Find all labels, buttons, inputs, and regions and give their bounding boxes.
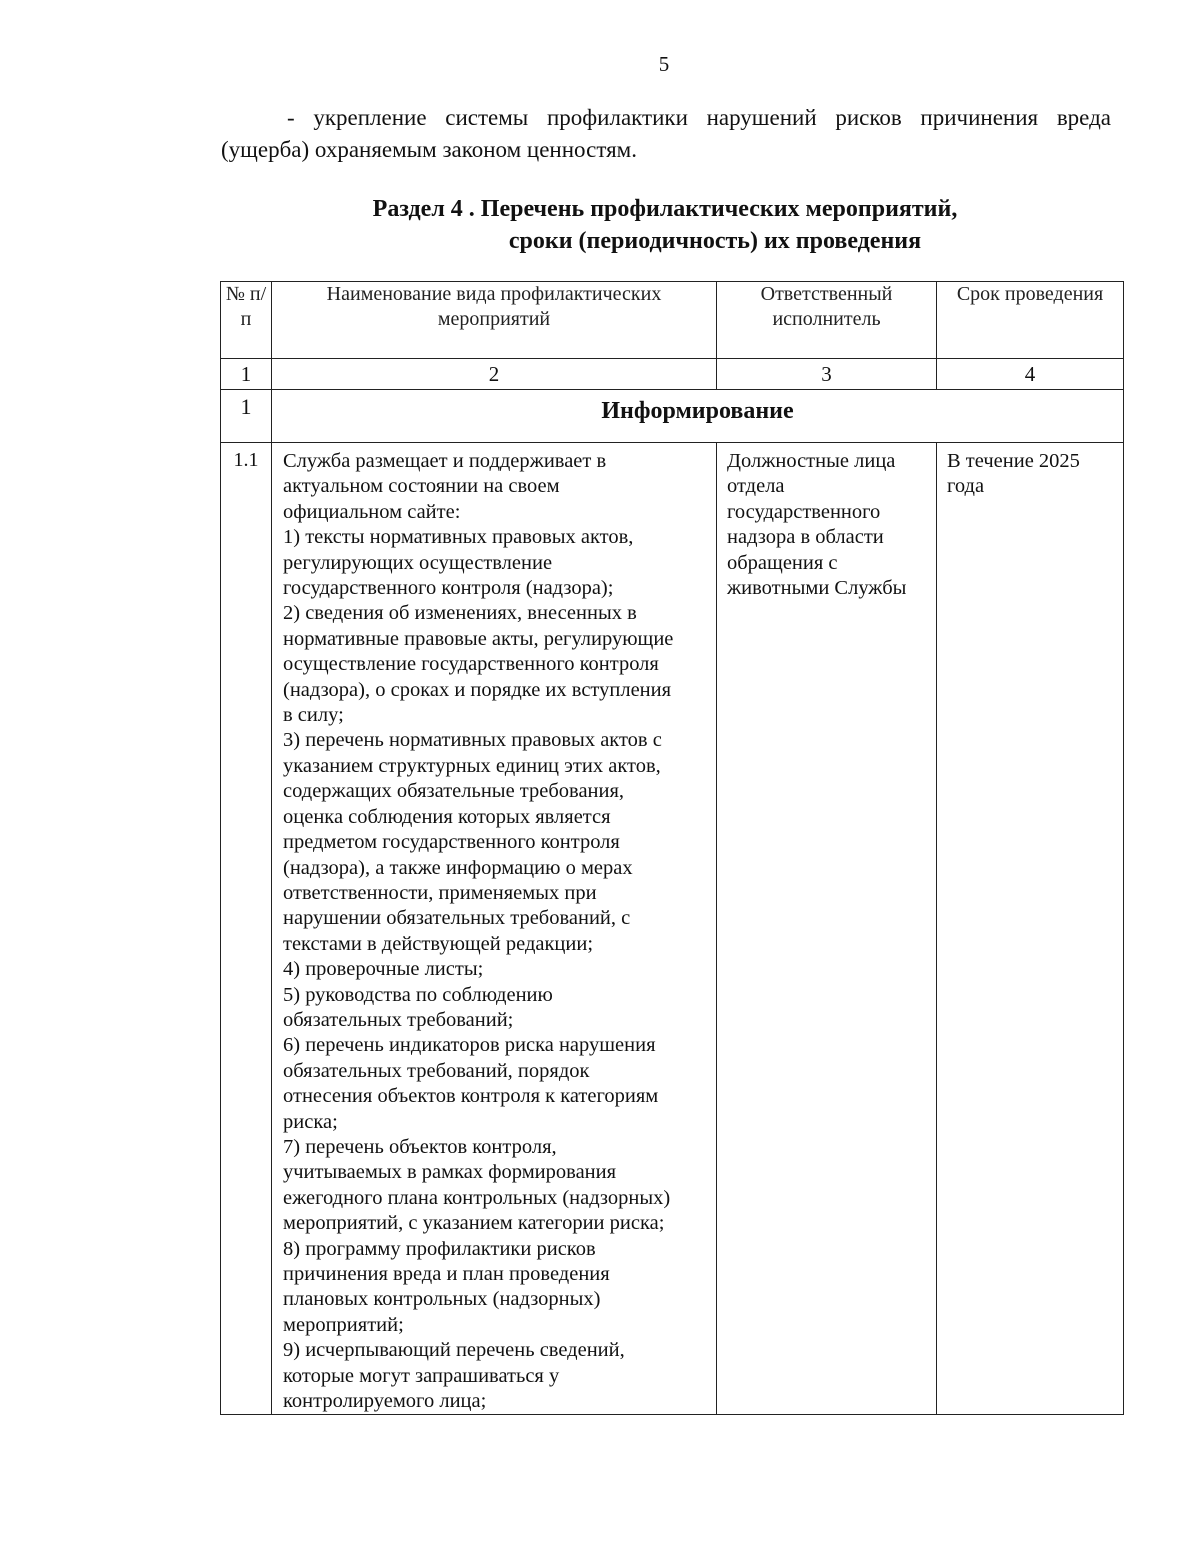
- description-line: содержащих обязательные требования,: [283, 780, 625, 803]
- description-line: риска;: [283, 1110, 338, 1133]
- row-number: 1.1: [221, 443, 272, 1415]
- description-line: нарушении обязательных требований, с: [283, 907, 631, 930]
- intro-text: - укрепление системы профилактики нарушений рисков причинения вреда (ущерба) охраняемым законом ценностям.: [221, 105, 1111, 162]
- header-executor: Ответственный исполнитель: [717, 282, 937, 359]
- description-line: ежегодного плана контрольных (надзорных): [283, 1186, 671, 1209]
- description-line: которые могут запрашиваться у: [283, 1364, 560, 1387]
- description-line: ответственности, применяемых при: [283, 881, 597, 904]
- executor-line: государственного: [727, 500, 881, 523]
- description-line: 3) перечень нормативных правовых актов с: [283, 729, 662, 752]
- row-description: [272, 443, 717, 1415]
- column-number: 1: [221, 359, 272, 390]
- description-line: 2) сведения об изменениях, внесенных в: [283, 602, 637, 625]
- executor-line: обращения с: [727, 551, 838, 574]
- description-line: обязательных требований, порядок: [283, 1059, 590, 1082]
- row-executor: [717, 443, 937, 1415]
- section-title: [300, 193, 1030, 257]
- description-line: 5) руководства по соблюдению: [283, 983, 553, 1006]
- description-line: официальном сайте:: [283, 500, 461, 523]
- description-line: текстами в действующей редакции;: [283, 932, 594, 955]
- section-row: [221, 390, 1124, 443]
- section-number: 1: [221, 390, 272, 443]
- column-number: 2: [272, 359, 717, 390]
- header-term: Срок проведения: [937, 282, 1124, 359]
- term-line: года: [947, 475, 985, 498]
- description-line: мероприятий;: [283, 1313, 404, 1336]
- table-row: [221, 443, 1124, 1415]
- description-line: (надзора), а также информацию о мерах: [283, 856, 633, 879]
- description-line: мероприятий, с указанием категории риска;: [283, 1212, 665, 1235]
- term-line: В течение 2025: [947, 450, 1080, 472]
- header-number: № п/ п: [221, 282, 272, 359]
- executor-line: Должностные лица: [727, 450, 896, 472]
- executor-line: отдела: [727, 475, 785, 498]
- description-line: учитываемых в рамках формирования: [283, 1161, 617, 1184]
- section-title-line-1: Раздел 4 . Перечень профилактических мероприятий,: [372, 196, 958, 222]
- section-title-line-2: сроки (периодичность) их проведения: [508, 228, 922, 254]
- description-line: 4) проверочные листы;: [283, 958, 484, 981]
- intro-paragraph: [221, 102, 1111, 166]
- description-line: 1) тексты нормативных правовых актов,: [283, 526, 634, 549]
- column-number: 4: [937, 359, 1124, 390]
- description-line: плановых контрольных (надзорных): [283, 1288, 601, 1311]
- column-number: 3: [717, 359, 937, 390]
- executor-line: надзора в области: [727, 526, 884, 549]
- description-line: 6) перечень индикаторов риска нарушения: [283, 1034, 656, 1057]
- description-line: указанием структурных единиц этих актов,: [283, 754, 661, 777]
- section-heading: Информирование: [272, 390, 1124, 443]
- description-line: (надзора), о сроках и порядке их вступления: [283, 678, 672, 701]
- description-line: отнесения объектов контроля к категориям: [283, 1085, 659, 1108]
- page-number: 5: [658, 52, 670, 76]
- description-line: оценка соблюдения которых является: [283, 805, 611, 828]
- description-line: причинения вреда и план проведения: [283, 1263, 610, 1285]
- description-line: государственного контроля (надзора);: [283, 577, 614, 600]
- header-activity-name: Наименование вида профилактических мероприятий: [272, 282, 717, 359]
- activities-table: [220, 281, 1124, 1415]
- description-line: нормативные правовые акты, регулирующие: [283, 627, 674, 650]
- description-line: регулирующих осуществление: [283, 551, 553, 574]
- description-line: предметом государственного контроля: [283, 831, 620, 854]
- description-line: осуществление государственного контроля: [283, 653, 659, 676]
- description-line: в силу;: [283, 704, 344, 727]
- description-line: 8) программу профилактики рисков: [283, 1237, 596, 1260]
- description-line: Служба размещает и поддерживает в: [283, 450, 607, 472]
- description-line: 9) исчерпывающий перечень сведений,: [283, 1339, 625, 1362]
- description-line: актуальном состоянии на своем: [283, 475, 560, 498]
- column-numbers-row: [221, 359, 1124, 390]
- description-line: обязательных требований;: [283, 1008, 514, 1031]
- executor-line: животными Службы: [727, 577, 907, 600]
- table-header-row: [221, 282, 1124, 359]
- row-term: [937, 443, 1124, 1415]
- description-line: 7) перечень объектов контроля,: [283, 1135, 557, 1158]
- description-line: контролируемого лица;: [283, 1390, 487, 1413]
